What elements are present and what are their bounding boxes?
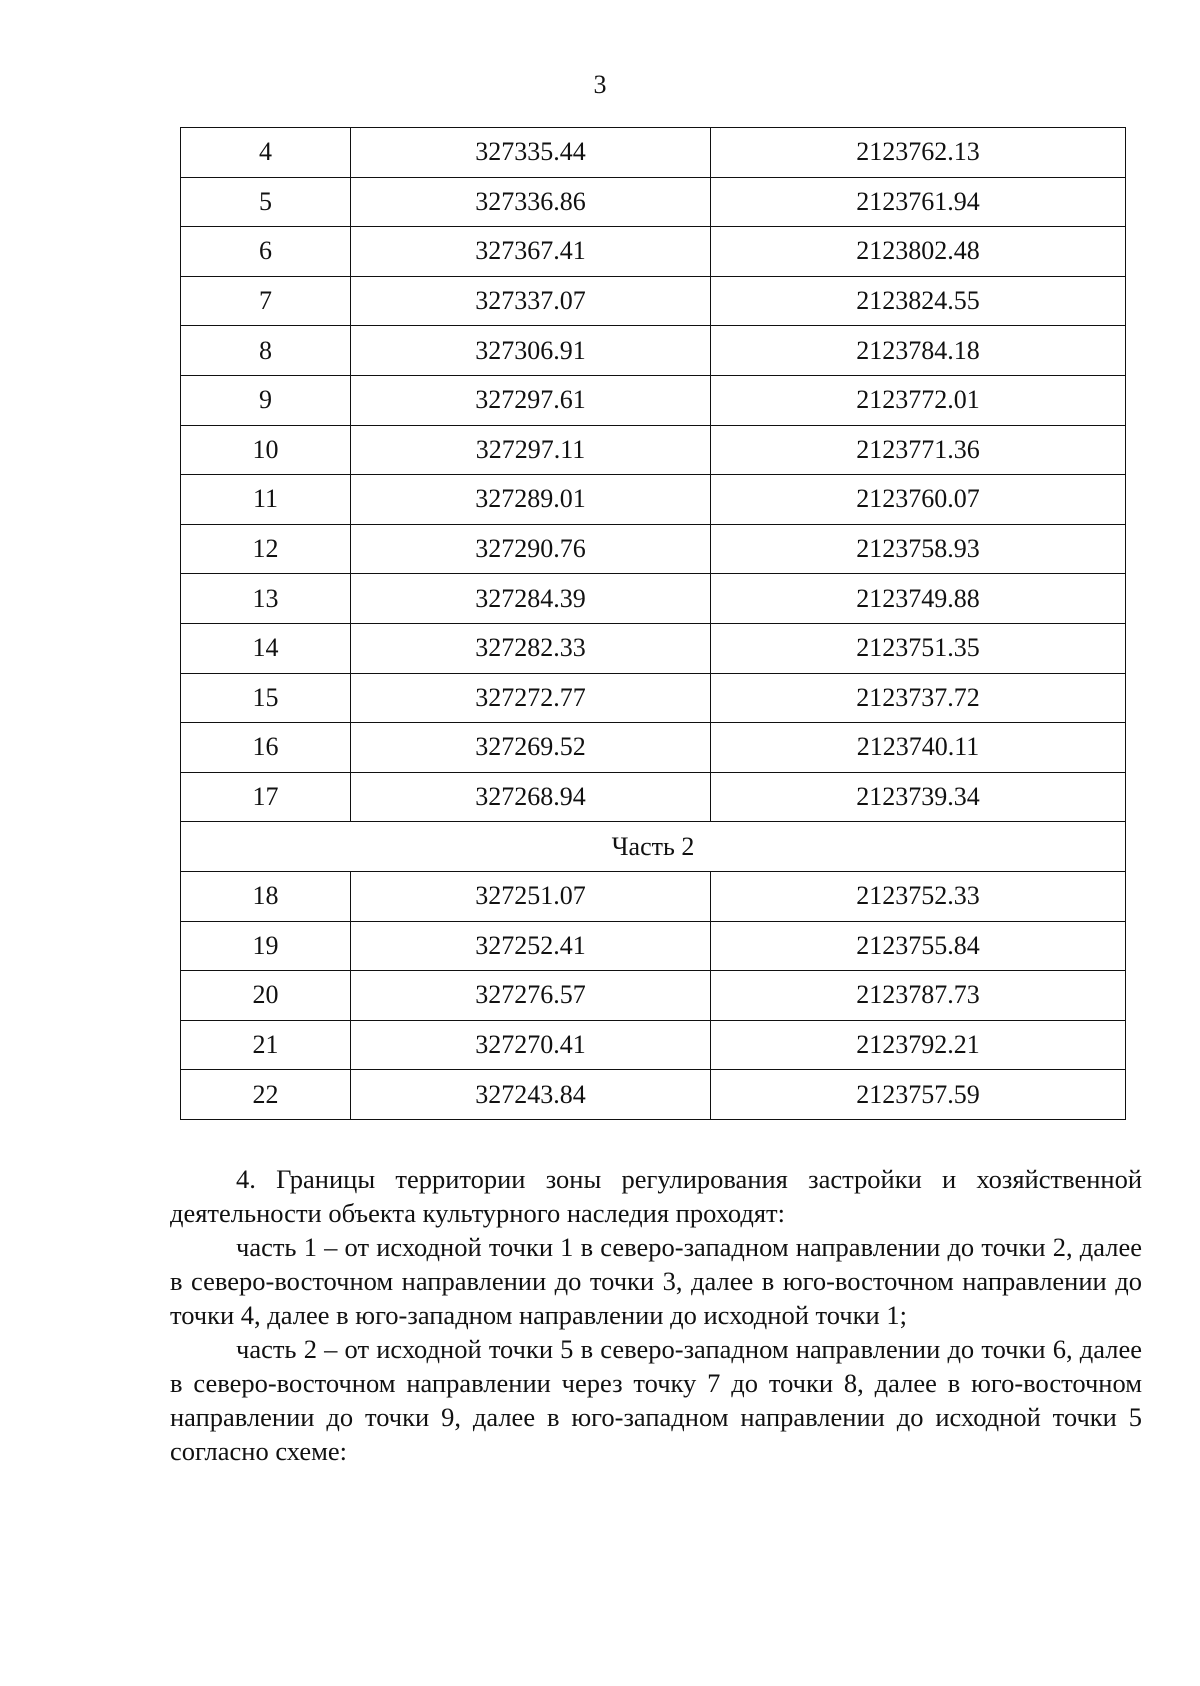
table-row xyxy=(181,425,1126,475)
table-row xyxy=(181,574,1126,624)
table-row xyxy=(181,375,1126,425)
paragraph-part-2: часть 2 – от исходной точки 5 в северо-западном направлении до точки 6, далее в северо-восточном направлении через точку 7 до точки 8, далее в юго-восточном направлении до точки 9, далее в юго-западном направлении до исходной точки 5 согласно схеме: xyxy=(170,1334,1142,1466)
point-number-cell: 20 xyxy=(181,971,351,1021)
point-number-cell: 8 xyxy=(181,326,351,376)
y-coordinate-cell: 2123784.18 xyxy=(711,326,1126,376)
boundary-description xyxy=(170,1162,1142,1468)
y-coordinate-cell: 2123761.94 xyxy=(711,177,1126,227)
x-coordinate-cell: 327297.61 xyxy=(351,375,711,425)
point-number-cell: 18 xyxy=(181,871,351,921)
y-coordinate-cell: 2123739.34 xyxy=(711,772,1126,822)
x-coordinate-cell: 327276.57 xyxy=(351,971,711,1021)
point-number-cell: 16 xyxy=(181,723,351,773)
x-coordinate-cell: 327336.86 xyxy=(351,177,711,227)
table-row xyxy=(181,921,1126,971)
x-coordinate-cell: 327297.11 xyxy=(351,425,711,475)
point-number-cell: 10 xyxy=(181,425,351,475)
y-coordinate-cell: 2123772.01 xyxy=(711,375,1126,425)
x-coordinate-cell: 327282.33 xyxy=(351,623,711,673)
point-number-cell: 15 xyxy=(181,673,351,723)
section-row xyxy=(181,822,1126,872)
y-coordinate-cell: 2123824.55 xyxy=(711,276,1126,326)
y-coordinate-cell: 2123792.21 xyxy=(711,1020,1126,1070)
paragraph-boundaries-intro: 4. Границы территории зоны регулирования застройки и хозяйственной деятельности объекта культурного наследия проходят: xyxy=(170,1164,1142,1228)
point-number-cell: 12 xyxy=(181,524,351,574)
point-number-cell: 14 xyxy=(181,623,351,673)
table-row xyxy=(181,673,1126,723)
x-coordinate-cell: 327335.44 xyxy=(351,128,711,178)
x-coordinate-cell: 327337.07 xyxy=(351,276,711,326)
coordinates-table-body xyxy=(181,128,1126,1120)
page-number: 3 xyxy=(593,70,607,99)
x-coordinate-cell: 327270.41 xyxy=(351,1020,711,1070)
x-coordinate-cell: 327289.01 xyxy=(351,475,711,525)
y-coordinate-cell: 2123802.48 xyxy=(711,227,1126,277)
y-coordinate-cell: 2123751.35 xyxy=(711,623,1126,673)
point-number-cell: 7 xyxy=(181,276,351,326)
point-number-cell: 13 xyxy=(181,574,351,624)
x-coordinate-cell: 327268.94 xyxy=(351,772,711,822)
y-coordinate-cell: 2123755.84 xyxy=(711,921,1126,971)
table-row xyxy=(181,276,1126,326)
paragraph-part-1: часть 1 – от исходной точки 1 в северо-западном направлении до точки 2, далее в северо-восточном направлении до точки 3, далее в юго-восточном направлении до точки 4, далее в юго-западном направлении до исходной точки 1; xyxy=(170,1232,1142,1330)
x-coordinate-cell: 327243.84 xyxy=(351,1070,711,1120)
table-row xyxy=(181,227,1126,277)
x-coordinate-cell: 327252.41 xyxy=(351,921,711,971)
y-coordinate-cell: 2123758.93 xyxy=(711,524,1126,574)
y-coordinate-cell: 2123757.59 xyxy=(711,1070,1126,1120)
x-coordinate-cell: 327284.39 xyxy=(351,574,711,624)
y-coordinate-cell: 2123752.33 xyxy=(711,871,1126,921)
table-row xyxy=(181,1020,1126,1070)
table-row xyxy=(181,326,1126,376)
point-number-cell: 4 xyxy=(181,128,351,178)
point-number-cell: 19 xyxy=(181,921,351,971)
coordinates-table xyxy=(180,127,1126,1120)
x-coordinate-cell: 327272.77 xyxy=(351,673,711,723)
point-number-cell: 17 xyxy=(181,772,351,822)
point-number-cell: 22 xyxy=(181,1070,351,1120)
x-coordinate-cell: 327306.91 xyxy=(351,326,711,376)
y-coordinate-cell: 2123740.11 xyxy=(711,723,1126,773)
point-number-cell: 5 xyxy=(181,177,351,227)
y-coordinate-cell: 2123760.07 xyxy=(711,475,1126,525)
y-coordinate-cell: 2123771.36 xyxy=(711,425,1126,475)
y-coordinate-cell: 2123737.72 xyxy=(711,673,1126,723)
table-row xyxy=(181,971,1126,1021)
y-coordinate-cell: 2123762.13 xyxy=(711,128,1126,178)
x-coordinate-cell: 327290.76 xyxy=(351,524,711,574)
point-number-cell: 6 xyxy=(181,227,351,277)
table-row xyxy=(181,1070,1126,1120)
section-label-part-2: Часть 2 xyxy=(181,822,1126,872)
table-row xyxy=(181,524,1126,574)
point-number-cell: 9 xyxy=(181,375,351,425)
x-coordinate-cell: 327269.52 xyxy=(351,723,711,773)
table-row xyxy=(181,475,1126,525)
x-coordinate-cell: 327251.07 xyxy=(351,871,711,921)
table-row xyxy=(181,871,1126,921)
table-row xyxy=(181,772,1126,822)
table-row xyxy=(181,177,1126,227)
x-coordinate-cell: 327367.41 xyxy=(351,227,711,277)
point-number-cell: 11 xyxy=(181,475,351,525)
table-row xyxy=(181,623,1126,673)
table-row xyxy=(181,723,1126,773)
table-row xyxy=(181,128,1126,178)
point-number-cell: 21 xyxy=(181,1020,351,1070)
y-coordinate-cell: 2123787.73 xyxy=(711,971,1126,1021)
y-coordinate-cell: 2123749.88 xyxy=(711,574,1126,624)
